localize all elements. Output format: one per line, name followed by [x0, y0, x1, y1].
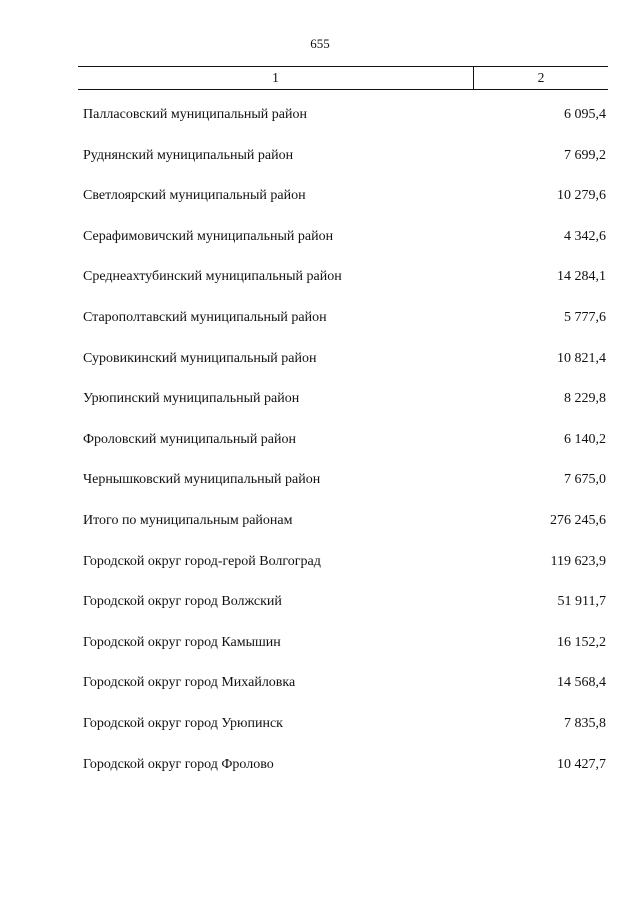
table-row: [83, 389, 606, 430]
row-name: Руднянский муниципальный район: [83, 147, 294, 163]
row-value: 6 140,2: [564, 431, 606, 447]
table-row: [83, 673, 606, 714]
row-value: 8 229,8: [564, 391, 606, 407]
row-name: Палласовский муниципальный район: [83, 107, 307, 122]
row-value: 7 675,0: [564, 472, 606, 488]
row-value: 16 152,2: [557, 634, 606, 650]
row-name: Светлоярский муниципальный район: [83, 188, 306, 204]
row-name: Серафимовичский муниципальный район: [83, 228, 334, 244]
table-body: [83, 105, 606, 795]
row-value: 119 623,9: [550, 553, 606, 569]
row-value: 14 284,1: [557, 269, 606, 285]
row-name: Городской округ город Урюпинск: [83, 715, 283, 731]
row-value: 10 279,6: [557, 188, 606, 204]
row-value: 10 427,7: [557, 756, 606, 772]
table-row: [83, 755, 606, 796]
table-row: [83, 146, 606, 187]
row-name: Среднеахтубинский муниципальный район: [83, 269, 342, 285]
row-value: 276 245,6: [550, 512, 606, 528]
table-header: [78, 66, 608, 90]
table-row: [83, 186, 606, 227]
row-name: Городской округ город Камышин: [83, 634, 281, 650]
row-name: Городской округ город Михайловка: [83, 675, 296, 691]
column-header-1: 1: [78, 67, 474, 89]
table-row: [83, 511, 606, 552]
row-value: 6 095,4: [564, 107, 606, 122]
row-name: Старополтавский муниципальный район: [83, 309, 327, 325]
row-name: Фроловский муниципальный район: [83, 431, 297, 447]
row-name: Чернышковский муниципальный район: [83, 472, 321, 488]
table-row: [83, 308, 606, 349]
table-row: [83, 227, 606, 268]
table-row: [83, 105, 606, 146]
row-value: 14 568,4: [557, 675, 606, 691]
row-name: Городской округ город Волжский: [83, 594, 282, 610]
row-value: 7 699,2: [564, 147, 606, 163]
row-name: Городской округ город Фролово: [83, 756, 274, 772]
row-name: Суровикинский муниципальный район: [83, 350, 317, 366]
row-name: Урюпинский муниципальный район: [83, 391, 300, 407]
row-name: Городской округ город-герой Волгоград: [83, 553, 321, 569]
table-row: [83, 470, 606, 511]
row-value: 7 835,8: [564, 715, 606, 731]
table-row: [83, 714, 606, 755]
row-value: 51 911,7: [557, 594, 606, 610]
table-row: [83, 552, 606, 593]
table-row: [83, 592, 606, 633]
table-row: [83, 349, 606, 390]
column-header-2: 2: [537, 70, 545, 85]
table-row: [83, 633, 606, 674]
row-value: 5 777,6: [564, 309, 606, 325]
row-value: 4 342,6: [564, 228, 606, 244]
page-number: 655: [310, 36, 330, 51]
row-value: 10 821,4: [557, 350, 606, 366]
row-name: Итого по муниципальным районам: [83, 512, 293, 528]
table-row: [83, 430, 606, 471]
table-row: [83, 267, 606, 308]
